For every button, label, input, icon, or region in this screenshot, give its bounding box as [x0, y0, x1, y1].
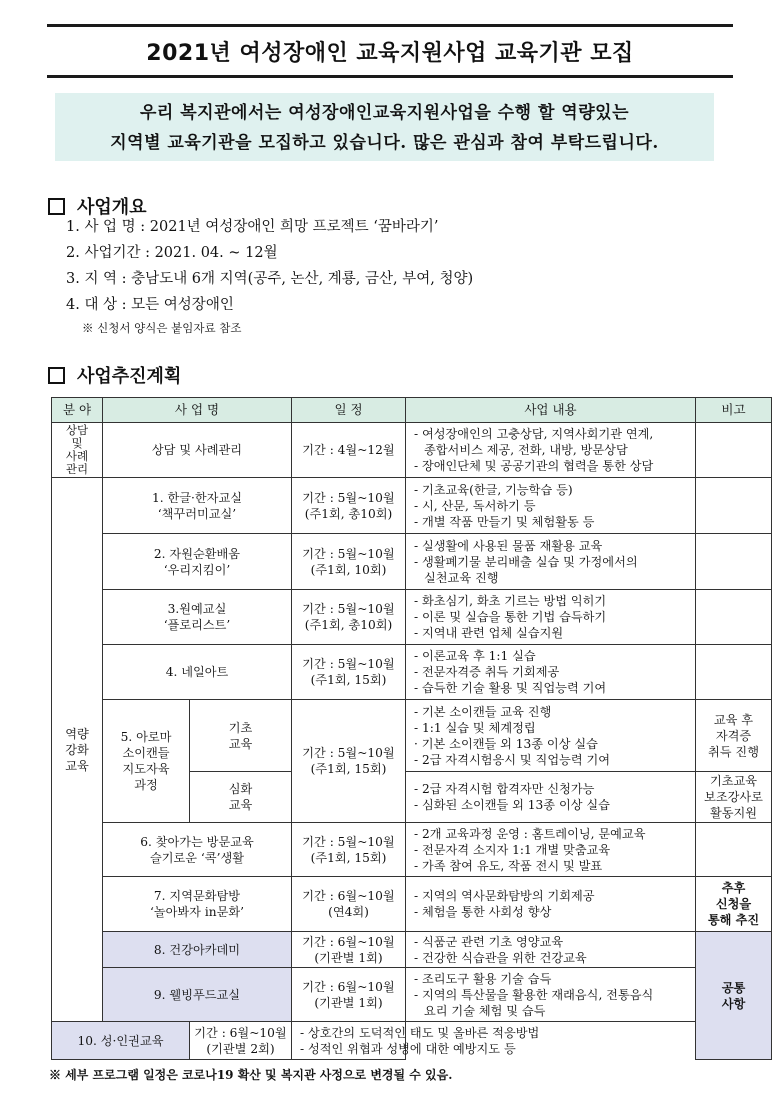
header-note: 비고 [696, 398, 772, 423]
content-line: - 장애인단체 및 공공기관의 협력을 통한 상담 [414, 459, 654, 473]
table-row [52, 968, 772, 1022]
content-line: - 기초교육(한글, 기능학습 등) [414, 482, 573, 497]
content-line: - 시, 산문, 독서하기 등 [414, 498, 536, 513]
content-cell [406, 823, 696, 877]
content-line: - 성적인 위협과 성병에 대한 예방지도 등 [300, 1041, 516, 1056]
field-cell: 상담 및 사례 관리 [52, 423, 103, 478]
note-cell [696, 478, 772, 534]
header-content: 사업 내용 [406, 398, 696, 423]
content-line: - 화초심기, 화초 기르는 방법 익히기 [414, 594, 607, 608]
table-row [52, 590, 772, 645]
note-cell [696, 423, 772, 478]
overview-list [66, 214, 473, 338]
content-line: 실천교육 진행 [424, 570, 499, 585]
header-schedule: 일 정 [292, 398, 406, 423]
table-row [52, 1022, 772, 1060]
content-cell [406, 423, 696, 478]
schedule-cell: 기간 : 6월~10월 (기관별 2회) [190, 1022, 292, 1060]
content-line: - 이론교육 후 1:1 실습 [414, 649, 536, 663]
page-title: 2021년 여성장애인 교육지원사업 교육기관 모집 [146, 40, 634, 66]
content-line: - 생활폐기물 분리배출 실습 및 가정에서의 [414, 554, 638, 569]
table-row [52, 423, 772, 478]
overview-note: ※ 신청서 양식은 붙임자료 참조 [82, 321, 242, 335]
content-cell [406, 968, 696, 1022]
content-line: - 기본 소이캔들 교육 진행 [414, 704, 552, 719]
content-line: - 전문자격증 취득 기회제공 [414, 665, 560, 679]
table-row [52, 823, 772, 877]
content-cell [406, 932, 696, 968]
content-line: - 상호간의 도덕적인 태도 및 올바른 적응방법 [300, 1025, 540, 1040]
content-line: - 1:1 실습 및 체계정립 [414, 720, 536, 735]
plan-heading [48, 362, 181, 388]
table-row [52, 645, 772, 700]
schedule-cell: 기간 : 5월~10월 (주1회, 10회) [292, 534, 406, 590]
content-cell [406, 700, 696, 772]
content-cell [292, 1022, 540, 1060]
content-line: · 기본 소이캔들 외 13종 이상 실습 [414, 736, 598, 751]
schedule-cell: 기간 : 6월~10월 (기관별 1회) [292, 932, 406, 968]
overview-item: 2. 사업기간 : 2021. 04. ~ 12월 [66, 245, 278, 261]
content-line: - 전문자격 소지자 1:1 개별 맞춤교육 [414, 842, 611, 857]
program-name: 9. 웰빙푸드교실 [103, 968, 292, 1022]
content-line: - 지역의 특산물을 활용한 재래음식, 전통음식 [414, 987, 654, 1002]
schedule-cell: 기간 : 5월~10월 (주1회, 15회) [292, 645, 406, 700]
program-name: 5. 아로마 소이캔들 지도자육 과정 [103, 700, 190, 823]
table-row [52, 932, 772, 968]
program-name: 상담 및 사례관리 [103, 423, 292, 478]
note-cell: 공통 사항 [696, 932, 772, 1060]
overview-heading-text: 사업개요 [77, 197, 147, 218]
schedule-cell: 기간 : 6월~10월 (기관별 1회) [292, 968, 406, 1022]
intro-box [55, 93, 714, 161]
program-name: 1. 한글·한자교실 ‘책꾸러미교실’ [103, 478, 292, 534]
content-cell [406, 478, 696, 534]
content-line: - 여성장애인의 고충상담, 지역사회기관 연계, [414, 427, 654, 441]
program-name: 4. 네일아트 [103, 645, 292, 700]
program-name: 8. 건강아카데미 [103, 932, 292, 968]
content-cell [406, 534, 696, 590]
schedule-cell: 기간 : 5월~10월 (주1회, 15회) [292, 700, 406, 823]
content-line: - 개별 작품 만들기 및 체험활동 등 [414, 514, 595, 529]
table-row [52, 700, 772, 772]
overview-item: 1. 사 업 명 : 2021년 여성장애인 희망 프로젝트 ‘꿈바라기’ [66, 219, 439, 235]
content-line: - 2급 자격시험응시 및 직업능력 기여 [414, 752, 611, 767]
schedule-cell: 기간 : 4월~12월 [292, 423, 406, 478]
program-name: 3.원예교실 ‘플로리스트’ [103, 590, 292, 645]
title-box [47, 24, 733, 78]
schedule-cell: 기간 : 5월~10월 (주1회, 15회) [292, 823, 406, 877]
sub-course-label: 심화 교육 [190, 772, 292, 823]
table-row [52, 877, 772, 932]
footnote: ※ 세부 프로그램 일정은 코로나19 확산 및 복지관 사정으로 변경될 수 있음. [49, 1068, 453, 1082]
intro-line: 지역별 교육기관을 모집하고 있습니다. 많은 관심과 참여 부탁드립니다. [110, 133, 659, 153]
content-line: - 습득한 기술 활용 및 직업능력 기여 [414, 681, 607, 695]
program-name: 7. 지역문화탐방 ‘놀아봐자 in문화’ [103, 877, 292, 932]
note-cell [696, 534, 772, 590]
content-line: - 지역의 역사문화탐방의 기회제공 [414, 889, 595, 903]
note-cell: 추후 신청을 통해 추진 [696, 877, 772, 932]
sub-course-label: 기초 교육 [190, 700, 292, 772]
note-cell [696, 645, 772, 700]
content-line: - 건강한 식습관을 위한 건강교육 [414, 950, 587, 965]
intro-line: 우리 복지관에서는 여성장애인교육지원사업을 수행 할 역량있는 [140, 103, 629, 123]
program-name: 10. 성·인권교육 [52, 1022, 190, 1060]
content-line: - 2급 자격시험 합격자만 신청가능 [414, 782, 595, 796]
content-cell [406, 590, 696, 645]
overview-item: 4. 대 상 : 모든 여성장애인 [66, 297, 234, 313]
note-cell [696, 590, 772, 645]
table-row [52, 478, 772, 534]
content-line: - 심화된 소이캔들 외 13종 이상 실습 [414, 798, 610, 812]
checkbox-square-icon [48, 198, 65, 215]
note-cell [696, 823, 772, 877]
field-cell: 역량 강화 교육 [52, 478, 103, 1022]
header-field: 분 야 [52, 398, 103, 423]
schedule-cell: 기간 : 6월~10월 (연4회) [292, 877, 406, 932]
schedule-cell: 기간 : 5월~10월 (주1회, 총10회) [292, 478, 406, 534]
checkbox-square-icon [48, 367, 65, 384]
content-line: - 이론 및 실습을 통한 기법 습득하기 [414, 610, 607, 624]
plan-heading-text: 사업추진계획 [77, 366, 182, 387]
content-line: 요리 기술 체험 및 습득 [424, 1003, 546, 1018]
content-line: - 조리도구 활용 기술 습득 [414, 971, 552, 986]
content-cell [406, 772, 696, 823]
note-cell: 교육 후 자격증 취득 진행 [696, 700, 772, 772]
overview-item: 3. 지 역 : 충남도내 6개 지역(공주, 논산, 계룡, 금산, 부여, 청양) [66, 271, 474, 287]
content-cell [406, 645, 696, 700]
content-line: - 2개 교육과정 운영 : 홈트레이닝, 문예교육 [414, 826, 646, 841]
note-cell: 기초교육 보조강사로 활동지원 [696, 772, 772, 823]
content-line: 종합서비스 제공, 전화, 내방, 방문상담 [424, 443, 628, 457]
schedule-cell: 기간 : 5월~10월 (주1회, 총10회) [292, 590, 406, 645]
content-line: - 실생활에 사용된 물품 재활용 교육 [414, 538, 603, 553]
table-header-row [52, 398, 772, 423]
program-name: 2. 자원순환배움 ‘우리지킴이’ [103, 534, 292, 590]
program-name: 6. 찾아가는 방문교육 슬기로운 ‘콕’생활 [103, 823, 292, 877]
table-row [52, 534, 772, 590]
content-line: - 식품군 관련 기초 영양교육 [414, 934, 564, 949]
content-line: - 체험을 통한 사회성 향상 [414, 905, 552, 919]
content-cell [406, 877, 696, 932]
content-line: - 지역내 관련 업체 실습지원 [414, 626, 564, 640]
content-line: - 가족 참여 유도, 작품 전시 및 발표 [414, 858, 603, 873]
header-name: 사 업 명 [103, 398, 292, 423]
plan-table [51, 397, 772, 1060]
